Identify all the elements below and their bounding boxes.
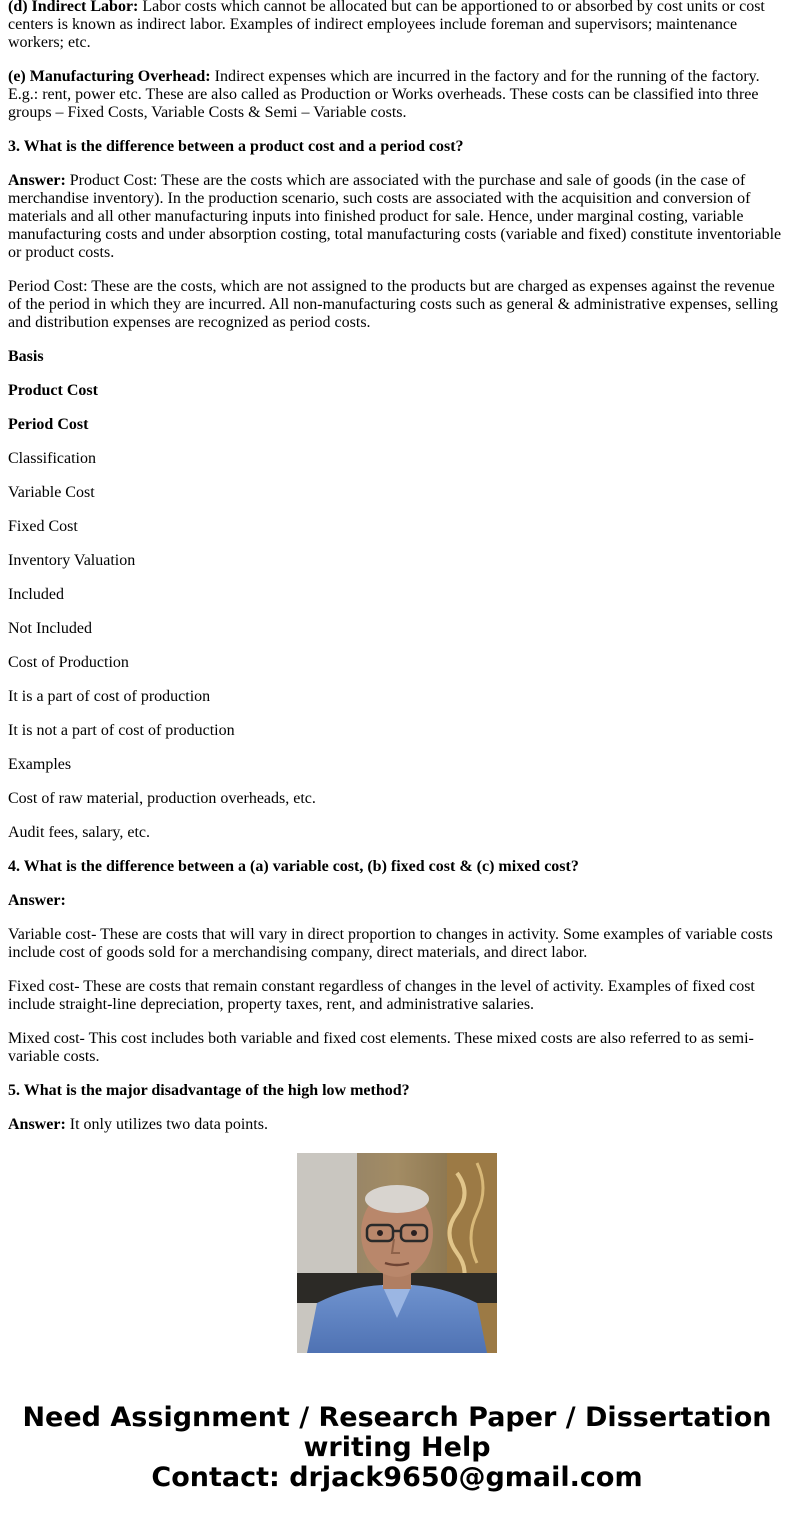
indirect-labor-paragraph: [8, 0, 786, 52]
table-cell: Fixed Cost: [8, 518, 78, 535]
manufacturing-overhead-paragraph: [8, 68, 786, 122]
promo-banner: [0, 1403, 794, 1493]
question-5-heading: 5. What is the major disadvantage of the high low method?: [8, 1082, 410, 1099]
indirect-labor-text: Labor costs which cannot be allocated but can be apportioned to or absorbed by cost units or cost centers is known as indirect labor. Examples of indirect employees include foreman and supervisors; maintenance workers; etc.: [8, 0, 765, 51]
table-header-period-cost: Period Cost: [8, 416, 89, 433]
product-cost-text: Product Cost: These are the costs which are associated with the purchase and sale of goods (in the case of merchandise inventory). In the production scenario, such costs are associated with the acquisition and conversion of materials and all other manufacturing inputs into finished product for sale. Hence, under marginal costing, variable manufacturing costs and under absorption costing, total manufacturing costs (variable and fixed) constitute inventoriable or product costs.: [8, 172, 782, 261]
table-cell: It is not a part of cost of production: [8, 722, 235, 739]
mixed-cost-paragraph: Mixed cost- This cost includes both variable and fixed cost elements. These mixed costs are also referred to as semi-variable costs.: [8, 1030, 754, 1065]
table-cell: Variable Cost: [8, 484, 95, 501]
author-avatar: [297, 1153, 497, 1353]
question-3-answer: [8, 172, 786, 262]
answer-label: Answer:: [8, 172, 66, 189]
table-cell: Cost of raw material, production overheads, etc.: [8, 790, 316, 807]
table-cell: Included: [8, 586, 64, 603]
promo-line-1: Need Assignment / Research Paper / Dissertation: [22, 1402, 772, 1433]
table-cell: It is a part of cost of production: [8, 688, 211, 705]
table-header-product-cost: Product Cost: [8, 382, 98, 399]
author-photo: [297, 1153, 497, 1353]
question-5-answer: Answer: It only utilizes two data points.: [8, 1116, 268, 1133]
variable-cost-paragraph: Variable cost- These are costs that will vary in direct proportion to changes in activity. Some examples of variable costs include cost of goods sold for a merchandising company, direct materials, and direct labor.: [8, 926, 773, 961]
question-3-heading: 3. What is the difference between a product cost and a period cost?: [8, 138, 464, 155]
promo-contact: Contact: drjack9650@gmail.com: [151, 1462, 643, 1493]
table-cell: Cost of Production: [8, 654, 129, 671]
indirect-labor-label: (d) Indirect Labor:: [8, 0, 139, 15]
answer-label: Answer:: [8, 1116, 66, 1133]
table-header-basis: Basis: [8, 348, 44, 365]
table-cell: Examples: [8, 756, 72, 773]
manufacturing-overhead-label: (e) Manufacturing Overhead:: [8, 68, 211, 85]
table-cell: Inventory Valuation: [8, 552, 136, 569]
fixed-cost-paragraph: Fixed cost- These are costs that remain constant regardless of changes in the level of activity. Examples of fixed cost include straight-line depreciation, property taxes, rent, and administrative salaries.: [8, 978, 755, 1013]
question-4-heading: 4. What is the difference between a (a) variable cost, (b) fixed cost & (c) mixed cost?: [8, 858, 579, 875]
article-content: [8, 0, 786, 1133]
manufacturing-overhead-text: Indirect expenses which are incurred in the factory and for the running of the factory. E.g.: rent, power etc. These are also called as Production or Works overheads. These costs can be classified into three groups – Fixed Costs, Variable Costs & Semi – Variable costs.: [8, 68, 760, 121]
table-cell: Not Included: [8, 620, 92, 637]
promo-line-2: writing Help: [303, 1432, 491, 1463]
table-cell: Audit fees, salary, etc.: [8, 824, 151, 841]
period-cost-paragraph: Period Cost: These are the costs, which are not assigned to the products but are charged as expenses against the revenue of the period in which they are incurred. All non-manufacturing costs such as general & administrative expenses, selling and distribution expenses are recognized as period costs.: [8, 278, 778, 331]
question-4-answer-label: Answer:: [8, 892, 66, 909]
table-cell: Classification: [8, 450, 96, 467]
